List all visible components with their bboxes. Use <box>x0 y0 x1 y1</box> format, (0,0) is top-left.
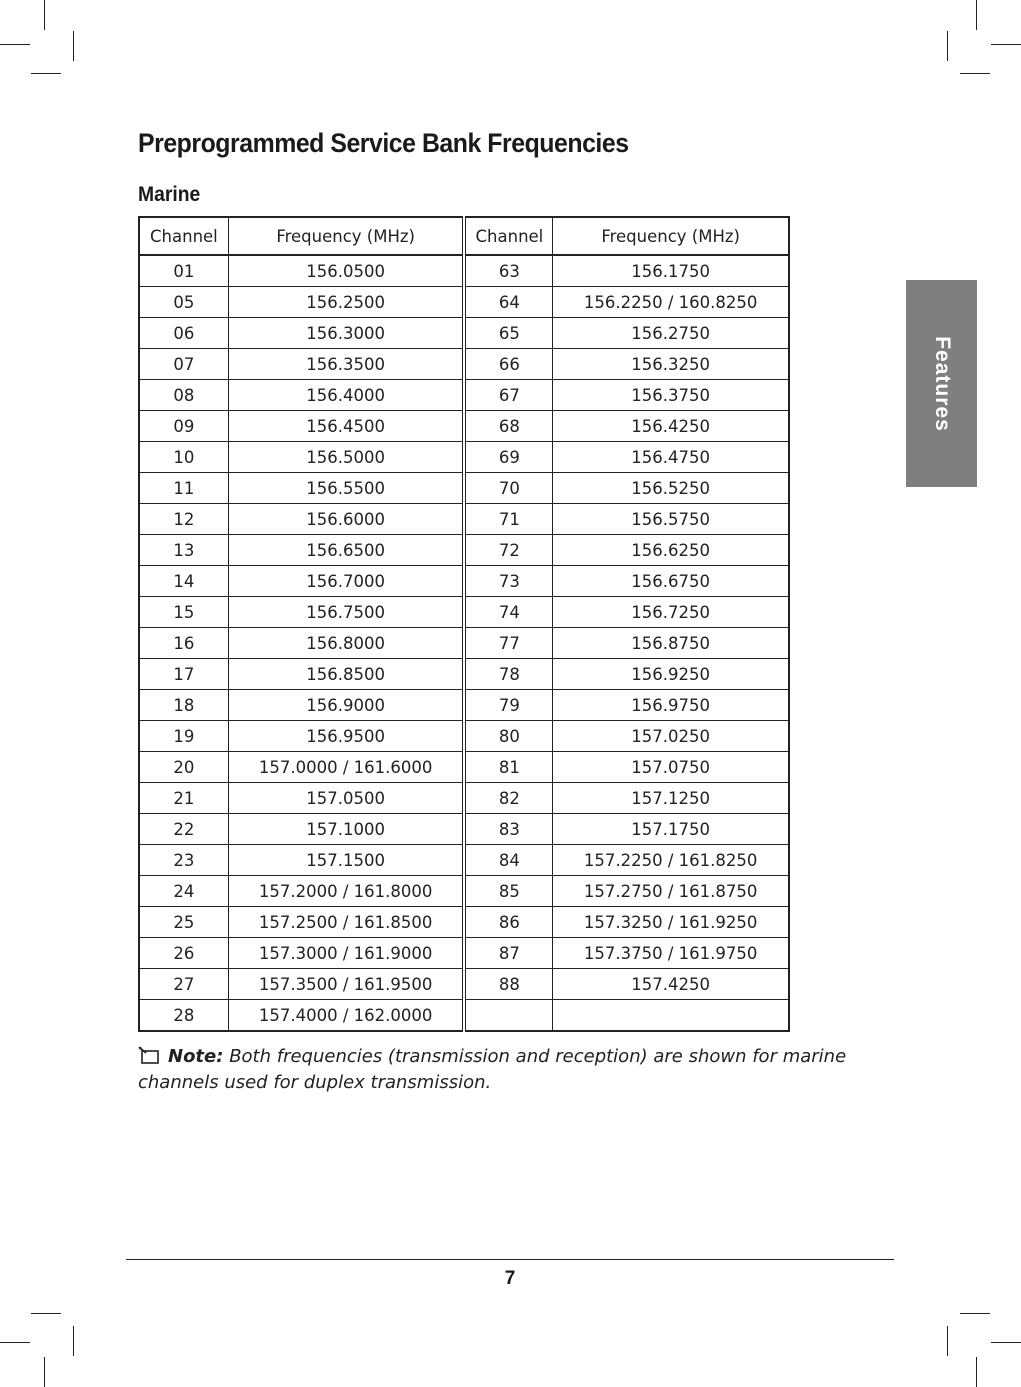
channel-cell: 10 <box>139 442 228 473</box>
frequency-cell: 156.9750 <box>553 690 789 721</box>
frequency-cell: 156.2500 <box>228 287 464 318</box>
channel-cell: 79 <box>464 690 552 721</box>
channel-cell: 15 <box>139 597 228 628</box>
footer-rule <box>126 1259 894 1260</box>
frequency-cell: 156.5000 <box>228 442 464 473</box>
channel-cell: 77 <box>464 628 552 659</box>
channel-cell: 74 <box>464 597 552 628</box>
frequency-cell: 157.2500 / 161.8500 <box>228 907 464 938</box>
channel-cell: 09 <box>139 411 228 442</box>
page-title: Preprogrammed Service Bank Frequencies <box>138 128 629 158</box>
channel-cell: 63 <box>464 255 552 287</box>
note-text: Both frequencies (transmission and reception) are shown for marine channels used for duplex transmission. <box>138 1046 847 1093</box>
channel-cell: 71 <box>464 504 552 535</box>
frequency-cell: 157.1000 <box>228 814 464 845</box>
table-row <box>139 380 789 411</box>
table-row <box>139 659 789 690</box>
frequency-cell: 156.8500 <box>228 659 464 690</box>
crop-mark <box>31 1313 61 1314</box>
crop-mark <box>991 1342 1021 1343</box>
channel-cell: 18 <box>139 690 228 721</box>
frequency-cell: 156.3750 <box>553 380 789 411</box>
channel-cell: 67 <box>464 380 552 411</box>
table-row <box>139 287 789 318</box>
crop-mark <box>947 31 948 61</box>
frequency-cell: 156.6000 <box>228 504 464 535</box>
channel-cell: 28 <box>139 1000 228 1032</box>
table-row <box>139 814 789 845</box>
channel-cell: 20 <box>139 752 228 783</box>
crop-mark <box>31 73 61 74</box>
channel-cell: 64 <box>464 287 552 318</box>
channel-cell: 26 <box>139 938 228 969</box>
channel-cell: 73 <box>464 566 552 597</box>
frequency-cell: 157.3000 / 161.9000 <box>228 938 464 969</box>
frequency-cell: 157.1750 <box>553 814 789 845</box>
channel-cell: 24 <box>139 876 228 907</box>
crop-mark <box>960 1313 990 1314</box>
frequency-table <box>138 216 790 1032</box>
table-row <box>139 1000 789 1032</box>
table-row <box>139 628 789 659</box>
frequency-cell: 157.0250 <box>553 721 789 752</box>
frequency-cell: 156.8000 <box>228 628 464 659</box>
channel-cell: 68 <box>464 411 552 442</box>
column-header: Channel <box>139 217 228 255</box>
frequency-cell: 157.2000 / 161.8000 <box>228 876 464 907</box>
channel-cell: 16 <box>139 628 228 659</box>
channel-cell: 21 <box>139 783 228 814</box>
frequency-cell: 156.9500 <box>228 721 464 752</box>
frequency-cell: 156.3250 <box>553 349 789 380</box>
channel-cell: 07 <box>139 349 228 380</box>
frequency-cell: 156.9250 <box>553 659 789 690</box>
frequency-cell: 156.2750 <box>553 318 789 349</box>
crop-mark <box>0 1342 30 1343</box>
channel-cell: 82 <box>464 783 552 814</box>
table-row <box>139 721 789 752</box>
frequency-cell: 157.3250 / 161.9250 <box>553 907 789 938</box>
table-row <box>139 690 789 721</box>
frequency-cell: 156.6250 <box>553 535 789 566</box>
crop-mark <box>960 73 990 74</box>
frequency-cell: 156.7500 <box>228 597 464 628</box>
column-header: Channel <box>464 217 552 255</box>
column-header: Frequency (MHz) <box>228 217 464 255</box>
note-icon <box>138 1046 160 1064</box>
table-row <box>139 969 789 1000</box>
frequency-cell: 156.6750 <box>553 566 789 597</box>
table-row <box>139 938 789 969</box>
frequency-cell: 157.2750 / 161.8750 <box>553 876 789 907</box>
channel-cell: 12 <box>139 504 228 535</box>
channel-cell: 84 <box>464 845 552 876</box>
channel-cell: 13 <box>139 535 228 566</box>
frequency-cell: 157.4250 <box>553 969 789 1000</box>
channel-cell: 70 <box>464 473 552 504</box>
channel-cell: 14 <box>139 566 228 597</box>
table-row <box>139 907 789 938</box>
crop-mark <box>0 44 30 45</box>
table-row <box>139 255 789 287</box>
frequency-cell: 156.5750 <box>553 504 789 535</box>
table-body <box>139 255 789 1031</box>
crop-mark <box>991 44 1021 45</box>
frequency-cell: 156.4250 <box>553 411 789 442</box>
crop-mark <box>44 1357 45 1387</box>
section-heading: Marine <box>138 183 201 206</box>
frequency-cell: 156.5250 <box>553 473 789 504</box>
channel-cell: 23 <box>139 845 228 876</box>
channel-cell: 08 <box>139 380 228 411</box>
channel-cell: 86 <box>464 907 552 938</box>
page-number: 7 <box>504 1268 516 1289</box>
frequency-cell: 157.2250 / 161.8250 <box>553 845 789 876</box>
table-row <box>139 504 789 535</box>
channel-cell: 05 <box>139 287 228 318</box>
frequency-cell: 157.0500 <box>228 783 464 814</box>
table-row <box>139 442 789 473</box>
frequency-cell: 156.4750 <box>553 442 789 473</box>
channel-cell: 80 <box>464 721 552 752</box>
column-header: Frequency (MHz) <box>553 217 789 255</box>
table-row <box>139 411 789 442</box>
channel-cell: 06 <box>139 318 228 349</box>
table-row <box>139 752 789 783</box>
frequency-cell: 157.3500 / 161.9500 <box>228 969 464 1000</box>
channel-cell: 17 <box>139 659 228 690</box>
channel-cell <box>464 1000 552 1032</box>
crop-mark <box>44 0 45 30</box>
frequency-cell: 156.8750 <box>553 628 789 659</box>
channel-cell: 88 <box>464 969 552 1000</box>
table-row <box>139 597 789 628</box>
crop-mark <box>73 31 74 61</box>
frequency-cell: 157.1500 <box>228 845 464 876</box>
side-tab-features <box>906 280 977 487</box>
table-row <box>139 349 789 380</box>
channel-cell: 66 <box>464 349 552 380</box>
channel-cell: 72 <box>464 535 552 566</box>
channel-cell: 22 <box>139 814 228 845</box>
channel-cell: 25 <box>139 907 228 938</box>
channel-cell: 83 <box>464 814 552 845</box>
channel-cell: 81 <box>464 752 552 783</box>
table-row <box>139 535 789 566</box>
frequency-cell: 157.0000 / 161.6000 <box>228 752 464 783</box>
channel-cell: 19 <box>139 721 228 752</box>
crop-mark <box>73 1326 74 1356</box>
table-header-row <box>139 217 789 255</box>
frequency-cell: 156.9000 <box>228 690 464 721</box>
channel-cell: 78 <box>464 659 552 690</box>
frequency-cell: 157.0750 <box>553 752 789 783</box>
channel-cell: 27 <box>139 969 228 1000</box>
table-row <box>139 876 789 907</box>
table-row <box>139 783 789 814</box>
frequency-cell: 156.4500 <box>228 411 464 442</box>
frequency-cell: 156.3000 <box>228 318 464 349</box>
frequency-cell: 156.7000 <box>228 566 464 597</box>
note-label: Note: <box>168 1046 224 1067</box>
frequency-cell: 156.7250 <box>553 597 789 628</box>
crop-mark <box>947 1326 948 1356</box>
frequency-cell: 156.5500 <box>228 473 464 504</box>
frequency-cell: 156.3500 <box>228 349 464 380</box>
frequency-cell: 157.3750 / 161.9750 <box>553 938 789 969</box>
frequency-cell: 156.6500 <box>228 535 464 566</box>
crop-mark <box>976 1357 977 1387</box>
channel-cell: 69 <box>464 442 552 473</box>
frequency-cell: 156.2250 / 160.8250 <box>553 287 789 318</box>
table-row <box>139 845 789 876</box>
table-row <box>139 318 789 349</box>
channel-cell: 85 <box>464 876 552 907</box>
table-row <box>139 473 789 504</box>
frequency-cell: 157.1250 <box>553 783 789 814</box>
frequency-cell: 157.4000 / 162.0000 <box>228 1000 464 1032</box>
channel-cell: 87 <box>464 938 552 969</box>
note <box>138 1044 878 1096</box>
frequency-cell: 156.1750 <box>553 255 789 287</box>
crop-mark <box>976 0 977 30</box>
channel-cell: 01 <box>139 255 228 287</box>
frequency-cell: 156.0500 <box>228 255 464 287</box>
table-row <box>139 566 789 597</box>
frequency-cell <box>553 1000 789 1032</box>
channel-cell: 65 <box>464 318 552 349</box>
channel-cell: 11 <box>139 473 228 504</box>
frequency-cell: 156.4000 <box>228 380 464 411</box>
side-tab-label: Features <box>930 335 954 432</box>
